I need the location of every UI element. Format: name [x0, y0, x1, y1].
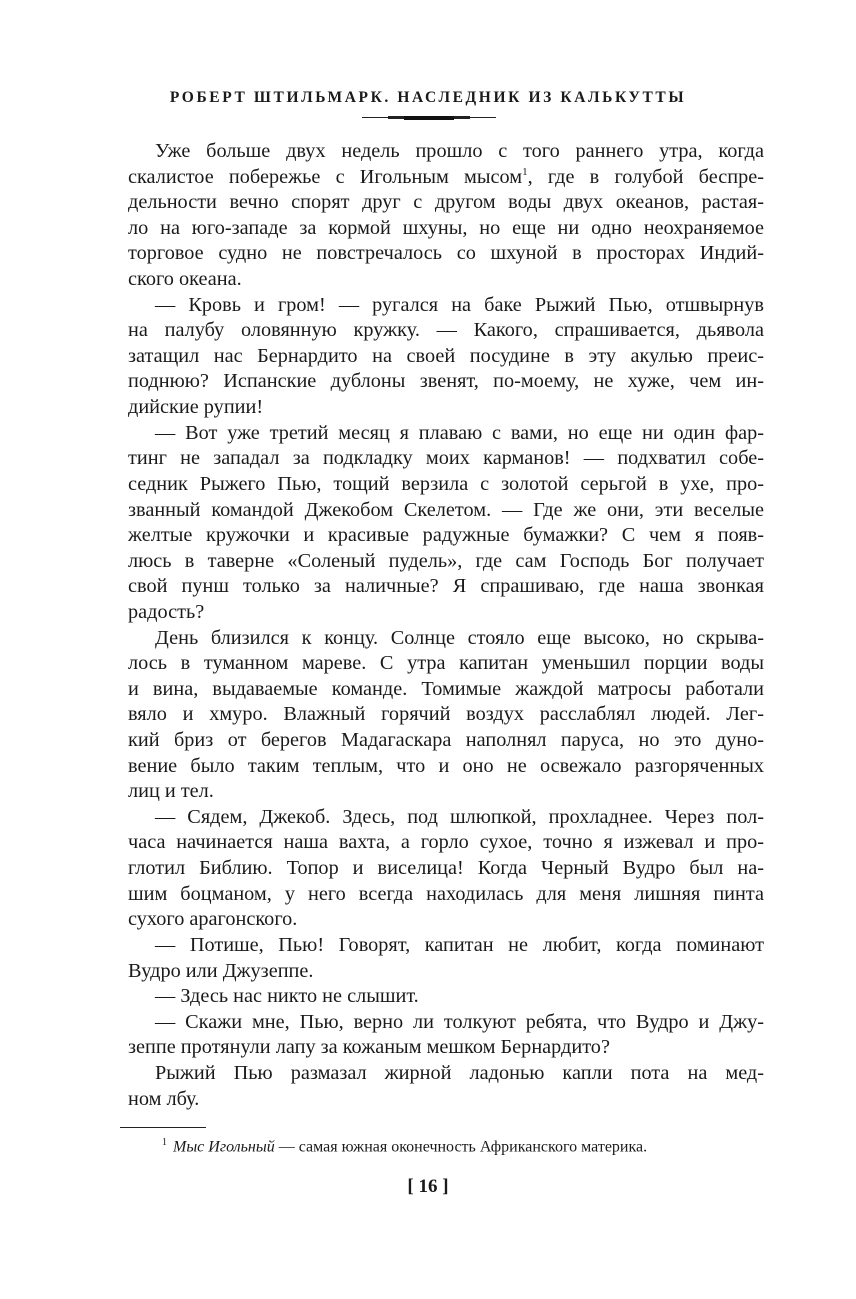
text-line	[128, 830, 764, 856]
line-text: лось в туманном мареве. С утра капитан уменьшил порции воды	[128, 652, 764, 675]
text-line	[128, 241, 764, 267]
line-text: радость?	[128, 600, 205, 623]
text-line	[128, 446, 764, 472]
text-line	[128, 574, 764, 600]
text-line	[128, 882, 764, 908]
text-line	[128, 523, 764, 549]
line-text: тинг не западал за подкладку моих карманов! — подхватил собе-	[128, 447, 764, 470]
line-text: Уже больше двух недель прошло с того раннего утра, когда	[155, 140, 764, 162]
line-text: — Здесь нас никто не слышит.	[155, 985, 419, 1008]
text-line	[128, 728, 764, 754]
text-line	[128, 1010, 764, 1036]
footnote-text: — самая южная оконечность Африканского материка.	[274, 1138, 648, 1156]
line-text: ло на юго-западе за кормой шхуны, но еще ни одно неохраняемое	[128, 216, 764, 239]
line-text: — Вот уже третий месяц я плаваю с вами, но еще ни один фар-	[155, 421, 764, 444]
text-line	[128, 293, 764, 319]
body-text	[128, 139, 764, 1112]
line-text: на палубу оловянную кружку. — Какого, спрашивается, дьявола	[128, 319, 764, 342]
line-text: глотил Библию. Топор и виселица! Когда Черный Вудро был на-	[128, 857, 764, 880]
text-line	[128, 472, 764, 498]
text-line	[128, 600, 764, 626]
line-text: шим боцманом, у него всегда находилась для меня лишняя пинта	[128, 882, 764, 905]
line-text: ского океана.	[128, 268, 242, 291]
text-line	[128, 1061, 764, 1087]
footnote-marker[interactable]: 1	[522, 165, 528, 178]
text-line	[128, 626, 764, 652]
text-line	[128, 651, 764, 677]
line-text: затащил нас Бернардито на своей посудине в эту акулью преис-	[128, 344, 764, 367]
text-line	[128, 856, 764, 882]
paragraph	[128, 626, 764, 805]
text-line	[128, 498, 764, 524]
line-text: — Скажи мне, Пью, верно ли толкуют ребята, что Вудро и Джу-	[155, 1010, 764, 1033]
footnote-separator	[120, 1127, 206, 1128]
text-line	[128, 677, 764, 703]
line-text: зеппе протянули лапу за кожаным мешком Бернардито?	[128, 1036, 610, 1059]
line-text: — Сядем, Джекоб. Здесь, под шлюпкой, прохладнее. Через пол-	[155, 805, 764, 828]
text-line	[128, 702, 764, 728]
footnote-number: 1	[162, 1137, 167, 1148]
text-line	[128, 139, 764, 165]
text-line	[128, 549, 764, 575]
footnote	[162, 1137, 647, 1156]
text-line	[128, 984, 764, 1010]
text-line	[128, 907, 764, 933]
line-text: свой пунш только за наличные? Я спрашиваю, где наша звонкая	[128, 575, 764, 598]
text-line	[128, 318, 764, 344]
line-text: скалистое побережье с Игольным мысом	[128, 165, 523, 188]
paragraph	[128, 1061, 764, 1112]
text-line	[128, 933, 764, 959]
line-text: , где в голубой беспре-	[527, 165, 764, 188]
line-text: Вудро или Джузеппе.	[128, 959, 314, 982]
line-text: дийские рупии!	[128, 396, 264, 419]
line-text: люсь в таверне «Соленый пудель», где сам Господь Бог получает	[128, 549, 764, 572]
text-line	[128, 779, 764, 805]
paragraph	[128, 933, 764, 984]
text-line	[128, 959, 764, 985]
text-line	[128, 421, 764, 447]
text-line	[128, 754, 764, 780]
text-line	[128, 190, 764, 216]
text-line	[128, 1087, 764, 1113]
line-text: Рыжий Пью размазал жирной ладонью капли пота на мед-	[155, 1061, 764, 1084]
paragraph	[128, 984, 764, 1010]
text-line	[128, 216, 764, 242]
line-text: — Потише, Пью! Говорят, капитан не любит, когда поминают	[155, 933, 764, 956]
text-line	[128, 805, 764, 831]
page-number: [ 16 ]	[407, 1176, 449, 1197]
running-header: РОБЕРТ ШТИЛЬМАРК. НАСЛЕДНИК ИЗ КАЛЬКУТТЫ	[169, 89, 687, 106]
header-ornament-rule-core	[404, 116, 454, 120]
text-line	[128, 395, 764, 421]
paragraph	[128, 139, 764, 293]
line-text: сухого арагонского.	[128, 908, 298, 931]
line-text: ном лбу.	[128, 1087, 200, 1110]
text-line	[128, 1035, 764, 1061]
text-line	[128, 369, 764, 395]
line-text: — Кровь и гром! — ругался на баке Рыжий Пью, отшвырнув	[155, 293, 764, 316]
line-text: желтые кружочки и красивые радужные бумажки? С чем я появ-	[128, 524, 764, 547]
paragraph	[128, 805, 764, 933]
line-text: кий бриз от берегов Мадагаскара наполнял паруса, но это дуно-	[128, 729, 764, 752]
line-text: часа начинается наша вахта, а горло сухое, точно я изжевал и про-	[128, 831, 764, 854]
line-text: вяло и хмуро. Влажный горячий воздух расслаблял людей. Лег-	[128, 703, 764, 726]
line-text: дельности вечно спорят друг с другом воды двух океанов, растая-	[128, 191, 764, 214]
line-text: поднюю? Испанские дублоны звенят, по-моему, не хуже, чем ин-	[128, 370, 764, 393]
paragraph	[128, 1010, 764, 1061]
line-text: и вина, выдаваемые команде. Томимые жаждой матросы работали	[128, 677, 764, 700]
line-text: День близился к концу. Солнце стояло еще высоко, но скрыва-	[155, 626, 764, 649]
text-line	[128, 267, 764, 293]
line-text: торговое судно не повстречалось со шхуной в просторах Индий-	[128, 242, 764, 265]
line-text: лиц и тел.	[128, 780, 214, 803]
line-text: седник Рыжего Пью, тощий верзила с золотой серьгой в ухе, про-	[128, 472, 764, 495]
text-line	[128, 344, 764, 370]
text-line	[128, 165, 764, 191]
footnote-term: Мыс Игольный	[173, 1138, 275, 1156]
paragraph	[128, 421, 764, 626]
line-text: вение было таким теплым, что и оно не освежало разгоряченных	[128, 754, 764, 777]
line-text: званный командой Джекобом Скелетом. — Где же они, эти веселые	[128, 498, 764, 521]
paragraph	[128, 293, 764, 421]
